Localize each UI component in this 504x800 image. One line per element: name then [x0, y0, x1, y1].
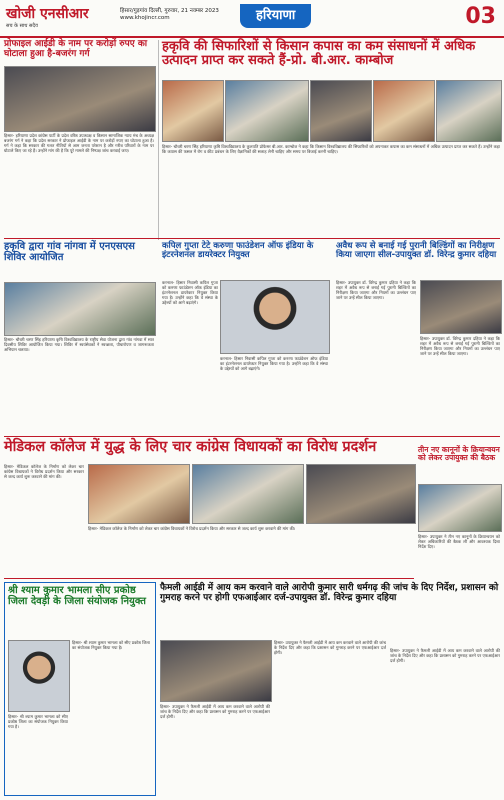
- photo-new-laws: [418, 484, 502, 532]
- masthead-meta: [120, 8, 240, 22]
- headline-family-id: फैमली आईडी में आय कम करवाने वाले आरोपी कुमार सारी धर्मगढ़ की जांच के दिए निर्देश, प्रशासन को गुमराह करने पर होगी एफआईआर दर्ज-उपायुक्त डॉ. विरेन्द्र कुमार दहिया: [160, 583, 499, 603]
- story-cotton-body: हिसार- चौधरी चरण सिंह हरियाणा कृषि विश्वविद्यालय के कुलपति प्रोफेसर बी.आर. काम्बोज ने कहा कि किसान विश्वविद्यालय की सिफारिशों को अपनाकर कपास का कम संसाधनों में अधिक उत्पादन प्राप्त कर सकते हैं। उन्होंने कहा कि कपास की फसल में रोग व कीट प्रबंधन के लिए वैज्ञानिकों की सलाह लेनी चाहिए और समय पर बिजाई करनी चाहिए।: [162, 144, 500, 155]
- headline-kapil-gupta: कपिल गुप्ता टेटे करुणा फाउंडेशन ऑफ इंडिया के इंटरनेशनल डायरेक्टर नियुक्त: [162, 241, 314, 261]
- brand-tagline: सच के साथ सदैव: [6, 23, 38, 29]
- section-rule: [4, 436, 500, 437]
- headline-illegal-buildings: अवैध रूप से बनाई गई पुरानी बिल्डिंगों का निरीक्षण किया जाएगा सील-उपायुक्त डॉ. विरेन्द्र कुमार दहिया: [336, 241, 497, 261]
- story-profile-id-body: हिसार- हरियाणा प्रदेश कांग्रेस पार्टी के प्रदेश वरिष्ठ उपाध्यक्ष व किसान सामाजिक न्याय मंच के अध्यक्ष बजरंग गर्ग ने कहा कि प्रदेश सरकार ने प्रोफाइल आईडी के नाम पर करोड़ों रुपए का घोटाला हुआ है। गर्ग ने कहा कि सरकार की गलत नीतियों से आम जनता परेशान है और गरीब परिवारों के नाम पर घोटाले किए जा रहे हैं। उन्होंने मांग की है कि पूरे मामले की निष्पक्ष जांच करवाई जाए।: [4, 133, 154, 154]
- story-new-laws-body: हिसार- उपायुक्त ने तीन नए कानूनों के क्रियान्वयन को लेकर अधिकारियों की बैठक ली और आवश्यक दिशा निर्देश दिए।: [418, 534, 500, 550]
- headline-new-laws: तीन नए कानूनों के क्रियान्वयन को लेकर उपायुक्त की बैठक: [418, 445, 500, 463]
- story-family-id-body-2: हिसार- उपायुक्त ने फैमली आईडी में आय कम करवाने वाले आरोपी की जांच के निर्देश दिए और कहा कि प्रशासन को गुमराह करने पर एफआईआर दर्ज होगी।: [390, 648, 500, 664]
- photo-nss-camp: [4, 282, 156, 336]
- page-number: 03: [465, 4, 496, 29]
- photo-cotton-3: [310, 80, 372, 142]
- story-family-id-body-1: हिसार- उपायुक्त ने फैमली आईडी में आय कम करवाने वाले आरोपी की जांच के निर्देश दिए और कहा कि प्रशासन को गुमराह करने पर एफआईआर दर्ज होगी।: [274, 640, 386, 656]
- photo-bajrang-garg: [4, 66, 156, 132]
- photo-protest-3: [306, 464, 416, 524]
- story-illegal-buildings-body-2: हिसार- उपायुक्त डॉ. विरेन्द्र कुमार दहिया ने कहा कि शहर में अवैध रूप से बनाई गई पुरानी बिल्डिंगों का निरीक्षण किया जाएगा और नियमों का उल्लंघन पाए जाने पर उन्हें सील किया जाएगा।: [420, 336, 500, 357]
- column-divider: [158, 40, 159, 240]
- masthead-date: हिसार/गुड़गांव दिल्ली, गुरुवार, 21 नवम्बर 2023: [120, 8, 219, 14]
- headline-shyam-kumar: श्री श्याम कुमार भामला सीए प्रकोष्ठ जिला देवड़ी के जिला संयोजक नियुक्त: [8, 585, 146, 607]
- photo-kapil-gupta: [220, 280, 330, 354]
- photo-shyam-kumar: [8, 640, 70, 712]
- story-family-id-body-3: हिसार- उपायुक्त ने फैमली आईडी में आय कम करवाने वाले आरोपी की जांच के निर्देश दिए और कहा कि प्रशासन को गुमराह करने पर एफआईआर दर्ज होगी।: [160, 704, 270, 720]
- section-tab: हरियाणा: [240, 4, 311, 28]
- photo-cotton-1: [162, 80, 224, 142]
- story-kapil-gupta-body-1: करनाल- हिसार निवासी कपिल गुप्ता को करुणा फाउंडेशन ऑफ इंडिया का इंटरनेशनल डायरेक्टर नियुक्त किया गया है। उन्होंने कहा कि वे संस्था के उद्देश्यों को आगे बढ़ाएंगे।: [162, 280, 218, 306]
- headline-cotton: हकृवि की सिफारिशों से किसान कपास का कम संसाधनों में अधिक उत्पादन प्राप्त कर सकते हैं-प्रो. बी.आर. काम्बोज: [162, 39, 476, 69]
- photo-cotton-5: [436, 80, 502, 142]
- story-shyam-kumar-body: हिसार- श्री श्याम कुमार भामला को सीए प्रकोष्ठ जिला का संयोजक नियुक्त किया गया है।: [72, 640, 150, 651]
- headline-nss-camp: हकृवि द्वारा गांव नांगवा में एनएसएस शिविर आयोजित: [4, 241, 135, 263]
- headline-profile-id: प्रोफाइल आईडी के नाम पर करोड़ों रुपए का घोटाला हुआ है-बजरंग गर्ग: [4, 39, 148, 59]
- photo-illegal-buildings: [420, 280, 502, 334]
- photo-protest-2: [192, 464, 304, 524]
- story-medical-body-2: हिसार- मेडिकल कॉलेज के निर्माण को लेकर चार कांग्रेस विधायकों ने विरोध प्रदर्शन किया और सरकार से जल्द कार्य शुरू करवाने की मांग की।: [88, 526, 296, 531]
- photo-protest-1: [88, 464, 190, 524]
- story-medical-body-1: हिसार- मेडिकल कॉलेज के निर्माण को लेकर चार कांग्रेस विधायकों ने विरोध प्रदर्शन किया और सरकार से जल्द कार्य शुरू करवाने की मांग की।: [4, 464, 84, 480]
- story-kapil-gupta-body-2: करनाल- हिसार निवासी कपिल गुप्ता को करुणा फाउंडेशन ऑफ इंडिया का इंटरनेशनल डायरेक्टर नियुक्त किया गया है। उन्होंने कहा कि वे संस्था के उद्देश्यों को आगे बढ़ाएंगे।: [220, 356, 328, 372]
- photo-cotton-2: [225, 80, 309, 142]
- photo-cotton-4: [373, 80, 435, 142]
- section-rule: [4, 578, 414, 579]
- story-shyam-kumar-body-2: हिसार- श्री श्याम कुमार भामला को सीए प्रकोष्ठ जिला का संयोजक नियुक्त किया गया है।: [8, 714, 68, 730]
- masthead: [0, 0, 504, 38]
- brand-title: खोजी एनसीआर: [6, 6, 89, 22]
- photo-family-id: [160, 640, 272, 702]
- section-rule: [4, 238, 500, 239]
- story-nss-camp-body: हिसार- चौधरी चरण सिंह हरियाणा कृषि विश्वविद्यालय के राष्ट्रीय सेवा योजना द्वारा गांव नांगवा में सात दिवसीय शिविर आयोजित किया गया। शिविर में स्वयंसेवकों ने स्वच्छता, पौधारोपण व जागरूकता अभियान चलाया।: [4, 337, 154, 353]
- story-illegal-buildings-body: हिसार- उपायुक्त डॉ. विरेन्द्र कुमार दहिया ने कहा कि शहर में अवैध रूप से बनाई गई पुरानी बिल्डिंगों का निरीक्षण किया जाएगा और नियमों का उल्लंघन पाए जाने पर उन्हें सील किया जाएगा।: [336, 280, 416, 301]
- headline-medical-college: मेडिकल कॉलेज में युद्ध के लिए चार कांग्रेस विधायकों का विरोध प्रदर्शन: [4, 439, 377, 455]
- masthead-url: www.khojincr.com: [120, 15, 170, 21]
